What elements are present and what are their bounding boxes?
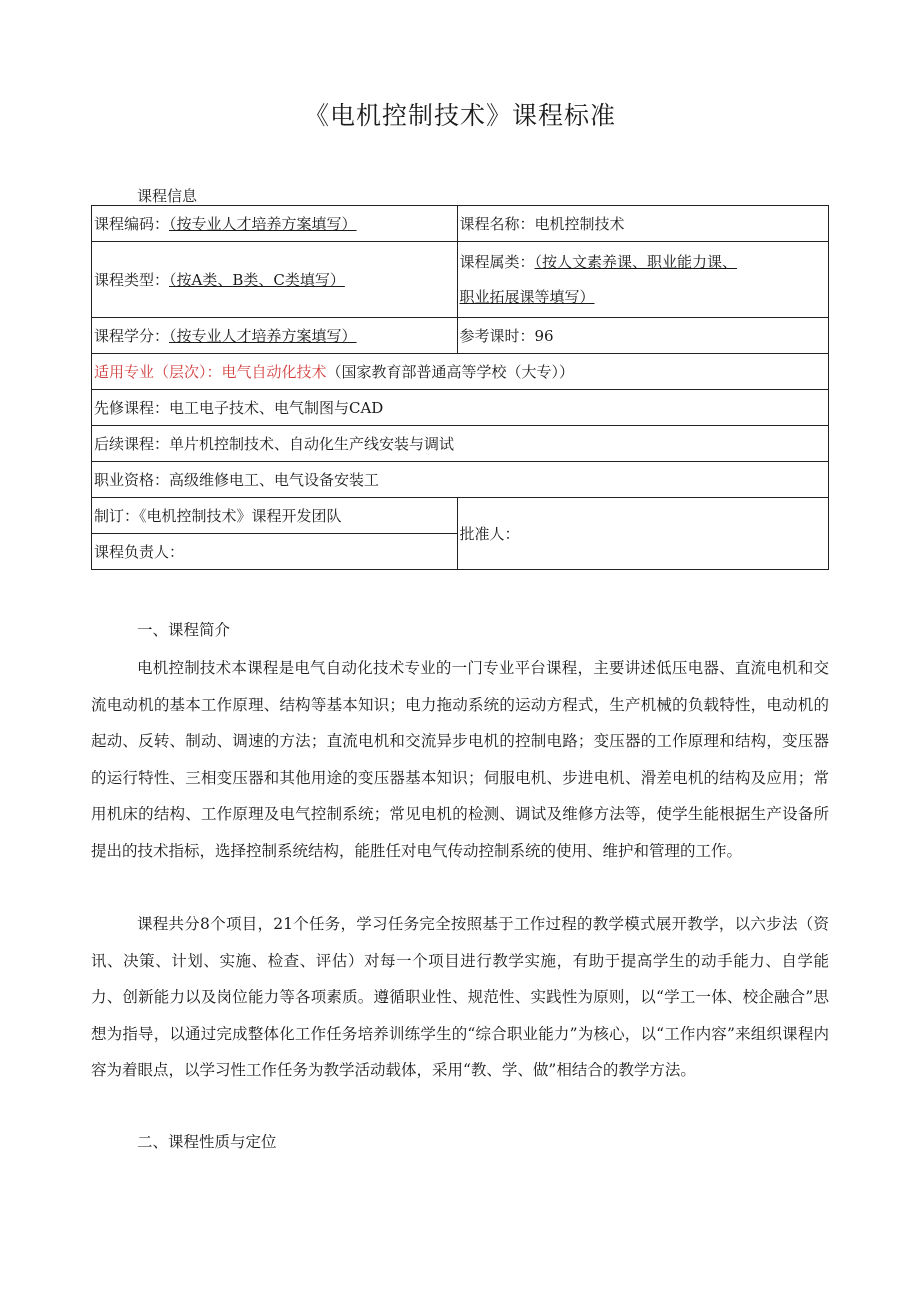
course-name-label: 课程名称： <box>459 215 535 233</box>
course-responsible: 课程负责人： <box>92 534 458 570</box>
page-title: 《电机控制技术》课程标准 <box>303 101 616 130</box>
approver: 批准人： <box>457 498 829 570</box>
table-row <box>92 318 829 354</box>
professional-qualification: 职业资格：高级维修电工、电气设备安装工 <box>92 462 829 498</box>
table-row <box>92 426 829 462</box>
course-category-label: 课程属类： <box>459 252 535 271</box>
applicable-major-cell <box>92 354 829 390</box>
course-code-value: （按专业人才培养方案填写） <box>169 215 357 233</box>
course-category-cell <box>457 242 829 318</box>
table-row <box>92 462 829 498</box>
table-row <box>92 390 829 426</box>
made-by: 制订：《电机控制技术》课程开发团队 <box>92 498 458 534</box>
section-heading-intro: 一、课程简介 <box>137 621 231 639</box>
applicable-major-red: 适用专业（层次）：电气自动化技术 <box>94 363 327 381</box>
course-credit-label: 课程学分： <box>94 327 170 345</box>
course-name-cell <box>457 206 829 242</box>
intro-paragraph-1: 电机控制技术本课程是电气自动化技术专业的一门专业平台课程，主要讲述低压电器、直流电机和交流电动机的基本工作原理、结构等基本知识；电力拖动系统的运动方程式，生产机械的负载特性，电动机的起动、反转、制动、调速的方法；直流电机和交流异步电机的控制电路；变压器的工作原理和结构，变压器的运行特性、三相变压器和其他用途的变压器基本知识；伺服电机、步进电机、滑差电机的结构及应用；常用机床的结构、工作原理及电气控制系统；常见电机的检测、调试及维修方法等，使学生能根据生产设备所提出的技术指标，选择控制系统结构，能胜任对电气传动控制系统的使用、维护和管理的工作。 <box>91 659 829 860</box>
section-heading-nature: 二、课程性质与定位 <box>137 1133 277 1151</box>
table-row <box>92 498 829 534</box>
prerequisite-courses: 先修课程：电工电子技术、电气制图与CAD <box>92 390 829 426</box>
course-credit-value: （按专业人才培养方案填写） <box>169 327 357 345</box>
table-row <box>92 354 829 390</box>
table-row <box>92 242 829 318</box>
course-info-table <box>91 205 829 570</box>
course-name-value: 电机控制技术 <box>534 215 625 233</box>
course-type-value: （按A类、B类、C类填写） <box>169 271 345 289</box>
course-credit-cell <box>92 318 458 354</box>
intro-paragraph-2: 课程共分8个项目，21个任务，学习任务完全按照基于工作过程的教学模式展开教学，以六步法（资讯、决策、计划、实施、检查、评估）对每一个项目进行教学实施，有助于提高学生的动手能力、自学能力、创新能力以及岗位能力等各项素质。遵循职业性、规范性、实践性为原则，以“学工一体、校企融合”思想为指导，以通过完成整体化工作任务培养训练学生的“综合职业能力”为核心，以“工作内容”来组织课程内容为着眼点，以学习性工作任务为教学活动载体，采用“教、学、做”相结合的教学方法。 <box>91 915 829 1079</box>
course-category-value-line2: 职业拓展课等填写） <box>459 287 595 306</box>
course-type-cell <box>92 242 458 318</box>
applicable-major-rest: （国家教育部普通高等学校（大专）） <box>326 363 575 381</box>
course-category-value-line1: （按人文素养课、职业能力课、 <box>534 252 738 271</box>
course-code-cell <box>92 206 458 242</box>
reference-hours: 参考课时：96 <box>457 318 829 354</box>
info-section-label: 课程信息 <box>137 187 198 205</box>
table-row <box>92 206 829 242</box>
course-type-label: 课程类型： <box>94 271 170 289</box>
course-code-label: 课程编码： <box>94 215 170 233</box>
follow-up-courses: 后续课程：单片机控制技术、自动化生产线安装与调试 <box>92 426 829 462</box>
